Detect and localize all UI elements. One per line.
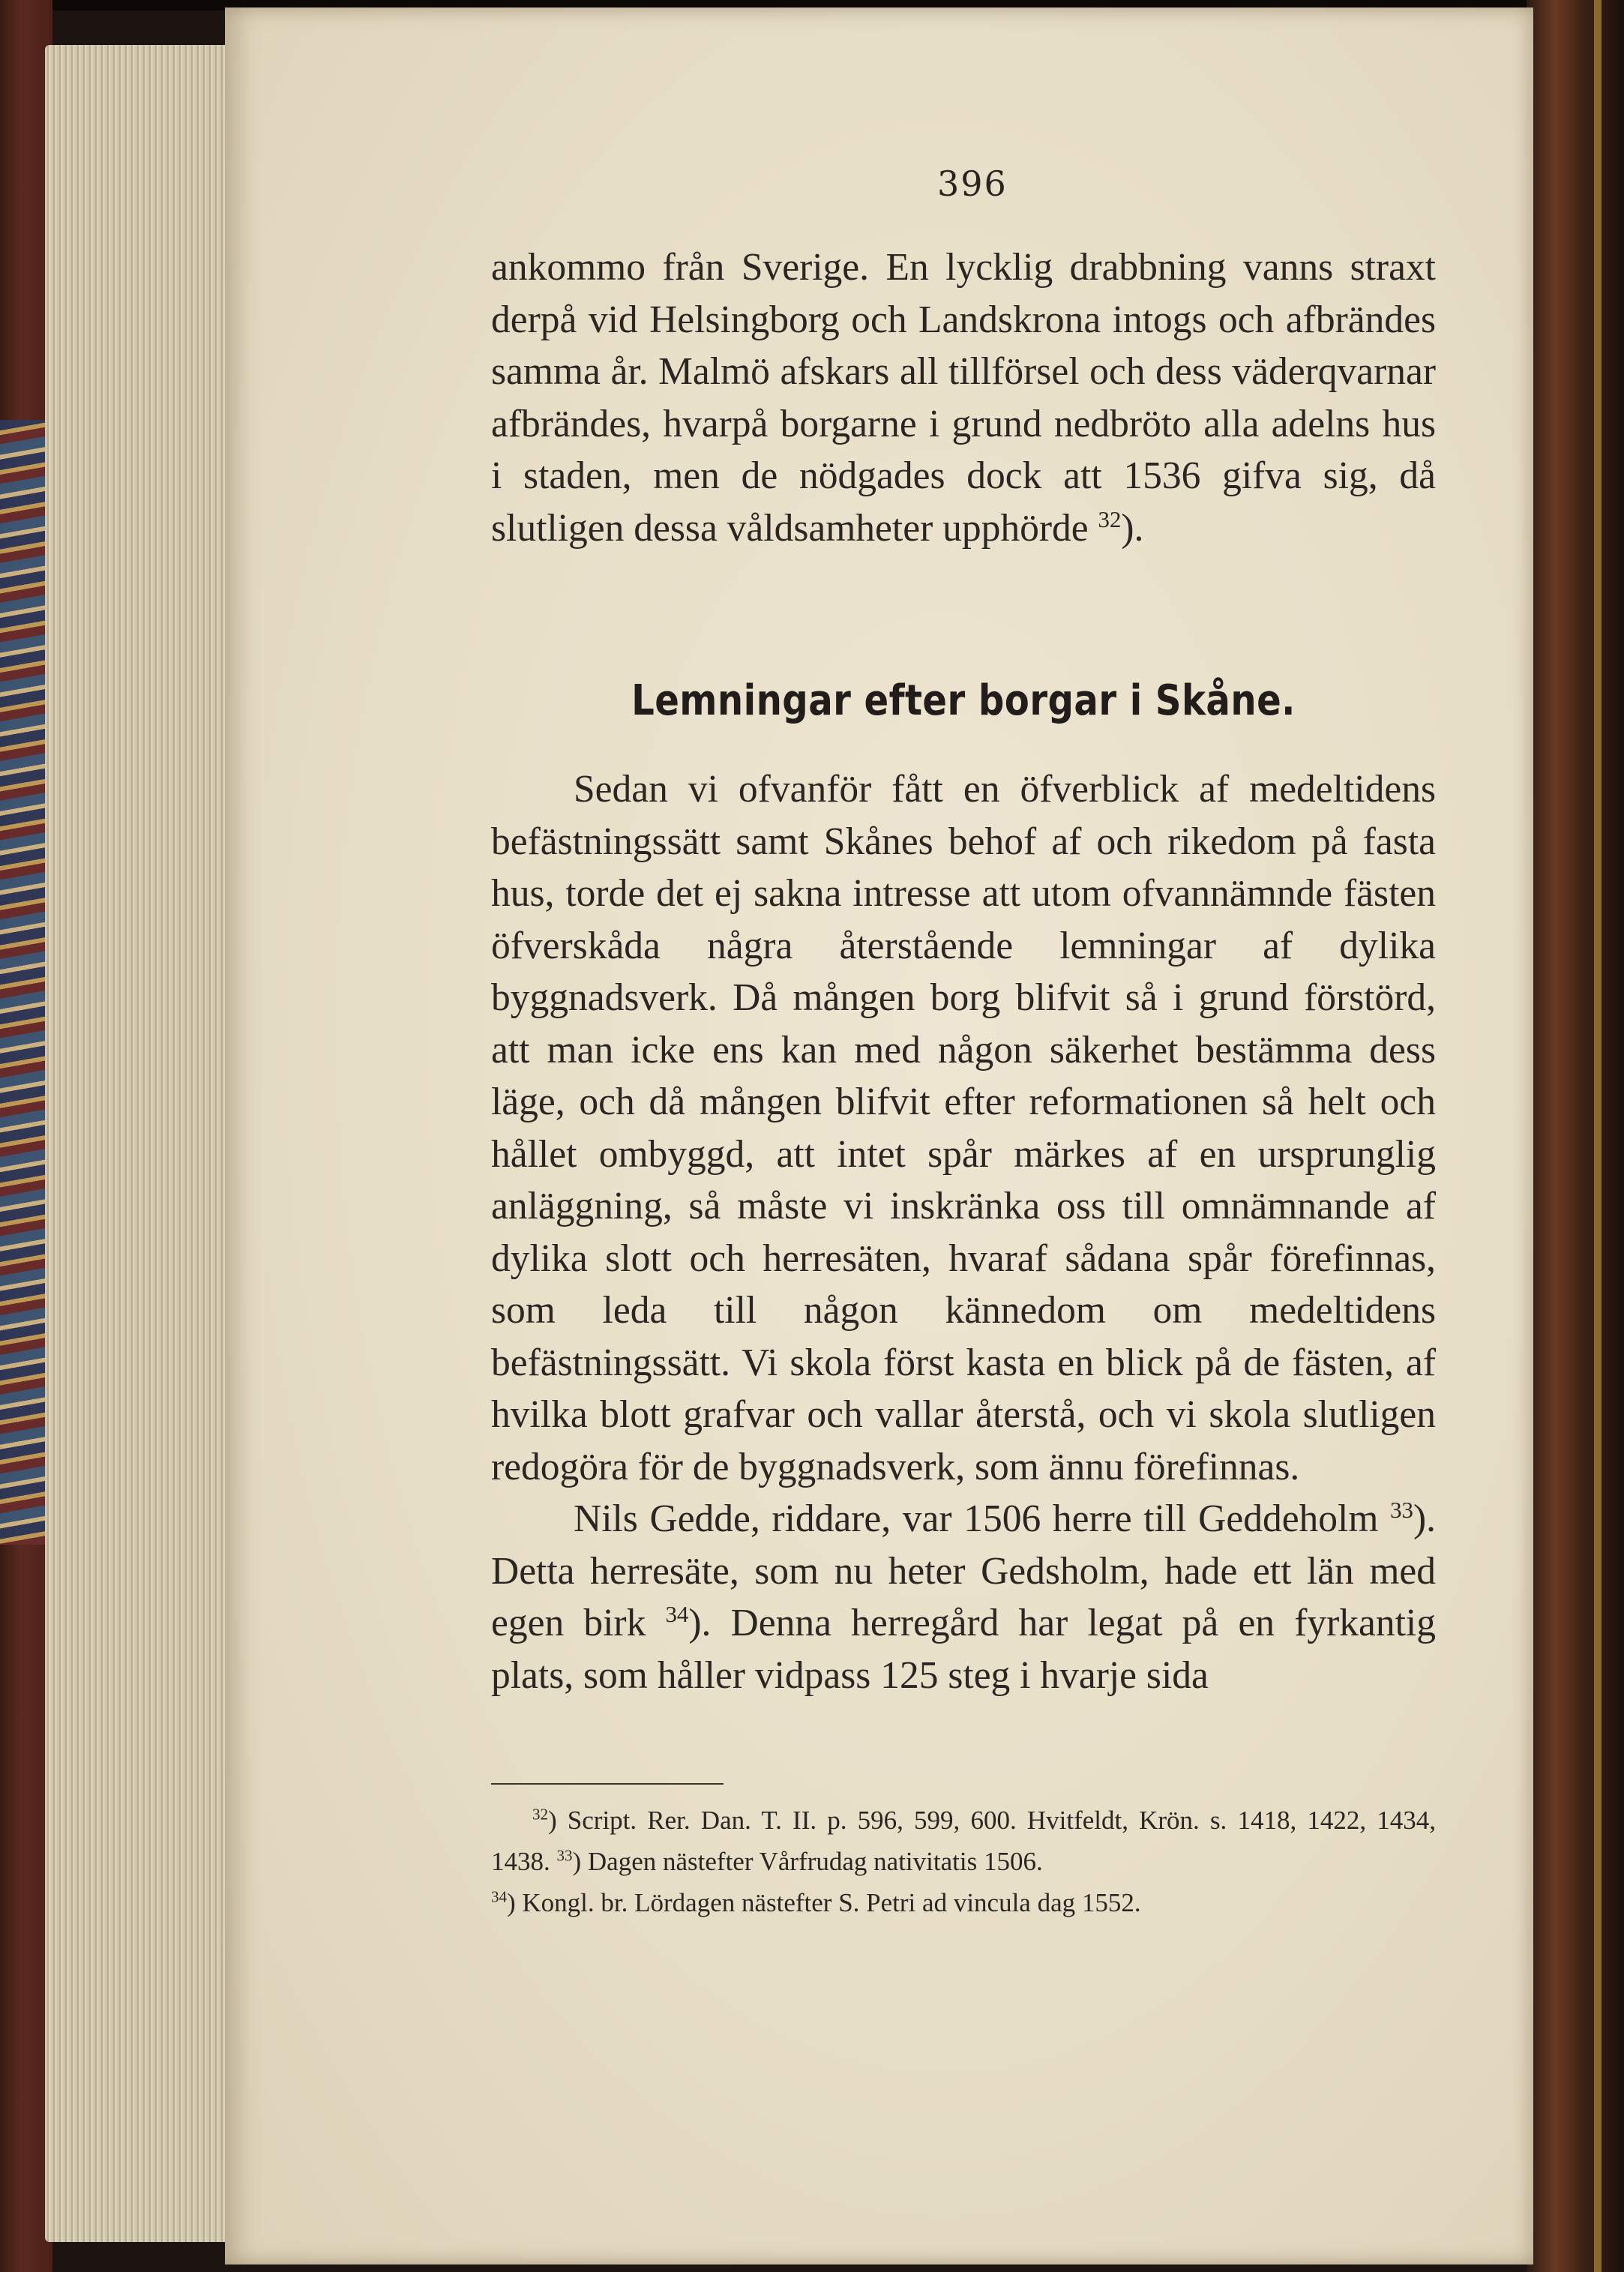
footnote-divider [491, 1783, 724, 1785]
gilt-edge [1594, 0, 1602, 2272]
footnote-34-marker: 34 [491, 1887, 507, 1906]
paragraph-3-part-3: ). Denna herregård har legat på en fyrkantig plats, som håller vidpass 125 steg i hvarje sida [491, 1602, 1436, 1697]
paragraph-1-text: ankommo från Sverige. En lycklig drabbning vanns straxt derpå vid Helsingborg och Landskrona intogs och afbrändes samma år. Malmö afskars all tillförsel och dess väderqvarnar afbrändes, hvarpå borgarne i grund nedbröto alla adelns hus i staden, men de nödgades dock att 1536 gifva sig, då slutligen dessa våldsamheter upphörde [491, 246, 1436, 550]
footnote-ref-33: 33 [1390, 1496, 1413, 1523]
section-heading: Lemningar efter borgar i Skåne. [631, 676, 1296, 725]
page-number: 396 [937, 163, 1008, 204]
paragraph-3-part-1: Nils Gedde, riddare, var 1506 herre till Geddeholm [574, 1497, 1379, 1540]
paragraph-1 [491, 241, 1436, 554]
footnote-32-marker: 32 [532, 1805, 548, 1824]
footnote-ref-34: 34 [665, 1600, 689, 1627]
footnotes [491, 1800, 1436, 1923]
footnote-ref-32: 32 [1098, 505, 1122, 532]
footnote-32: ) Script. Rer. Dan. T. II. p. 596, 599, 600. Hvitfeldt, Krön. s. 1418, 1422, 1434, 1438. [491, 1806, 1436, 1876]
footnotes-text [491, 1800, 1436, 1923]
right-cover [1527, 0, 1624, 2272]
footnote-33-marker: 33 [556, 1846, 573, 1865]
marbled-endpaper [0, 420, 45, 1545]
section-body [491, 763, 1436, 1701]
footnote-33: ) Dagen nästefter Vårfrudag nativitatis 1506. [572, 1847, 1043, 1876]
page-edges [45, 45, 232, 2242]
paragraph-3-part-2: ). Detta herresäte, som nu heter Gedsholm, hade ett län med egen birk [491, 1497, 1436, 1644]
footnote-34: ) Kongl. br. Lördagen nästefter S. Petri ad vincula dag 1552. [507, 1888, 1141, 1917]
paragraph-2: Sedan vi ofvanför fått en öfverblick af medeltidens befästningssätt samt Skånes behof af och rikedom på fasta hus, torde det ej sakna intresse att utom ofvannämnde fästen öfverskåda några återstående lemningar af dylika byggnadsverk. Då mången borg blifvit så i grund förstörd, att man icke ens kan med någon säkerhet bestämma dess läge, och då mången blifvit efter reformationen så helt och hållet ombyggd, att intet spår märkes af en ursprunglig anläggning, så måste vi inskränka oss till omnämnande af dylika slott och herresäten, hvaraf sådana spår förefinnas, som leda till någon kännedom om medeltidens befästningssätt. Vi skola först kasta en blick på de fästen, af hvilka blott grafvar och vallar återstå, och vi skola slutligen redogöra för de byggnadsverk, som ännu förefinnas. [491, 768, 1436, 1488]
paragraph-1-end: ). [1121, 506, 1144, 550]
paragraph-3 [491, 1493, 1436, 1701]
